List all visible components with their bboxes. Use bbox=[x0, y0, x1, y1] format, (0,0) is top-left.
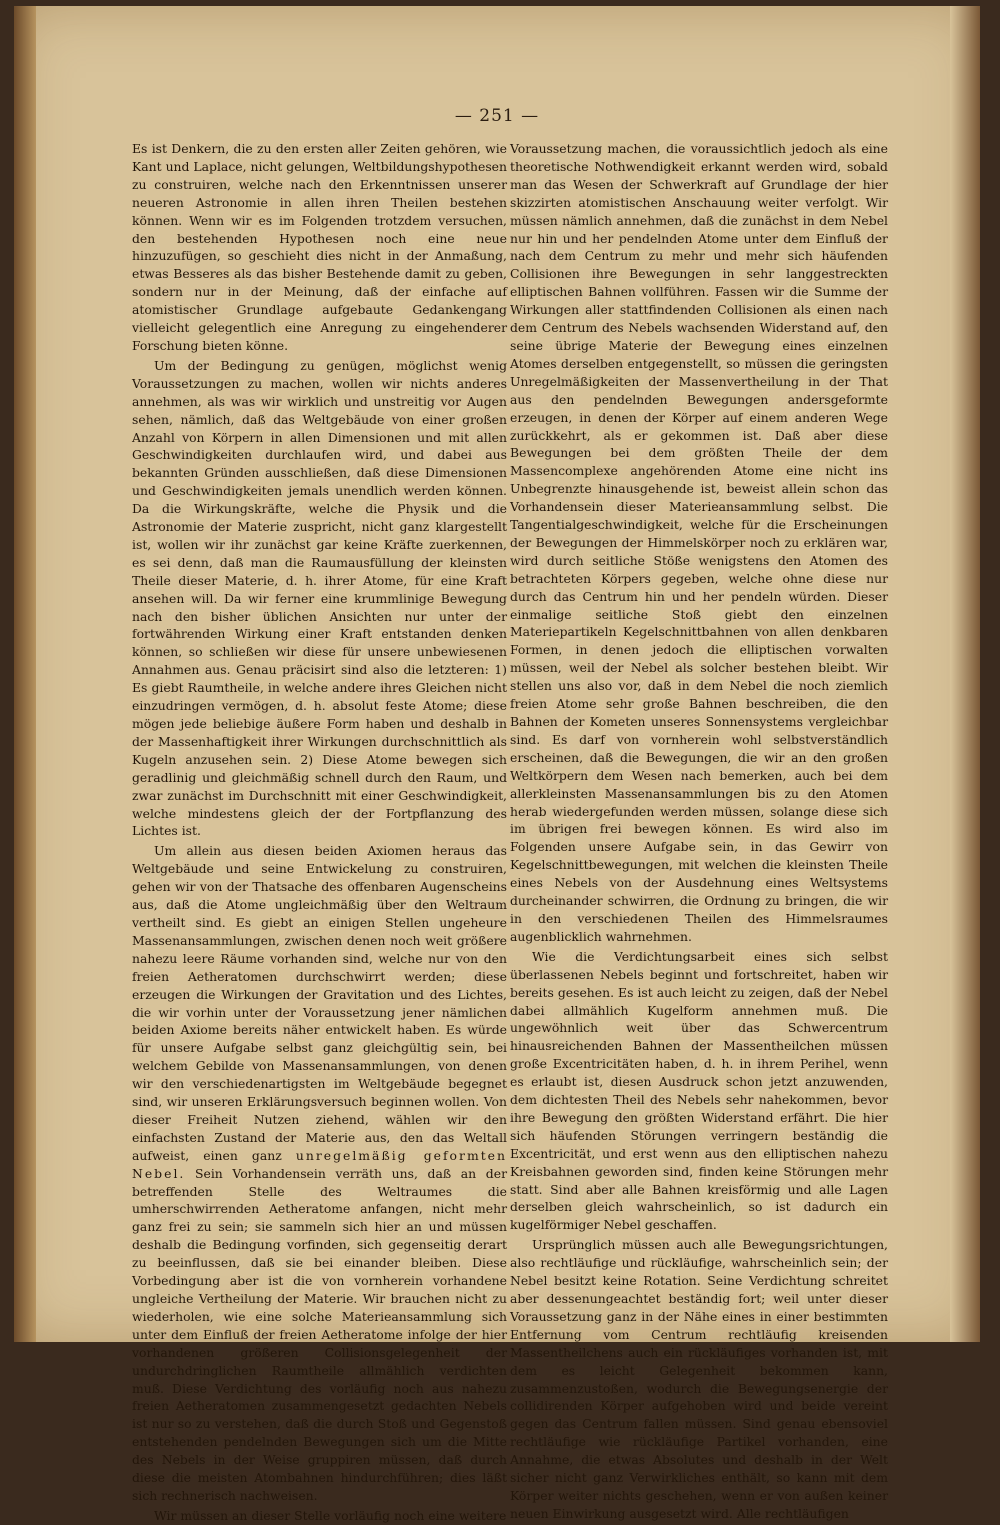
paragraph bbox=[132, 842, 507, 1505]
page-number: — 251 — bbox=[454, 106, 540, 126]
paragraph-text: Um allein aus diesen beiden Axiomen heraus das Weltgebäude und seine Entwickelung zu construiren, gehen wir von der Thatsache des offenbaren Augenscheins aus, daß die Atome ungleichmäßig über den Weltraum vertheilt sind. Es giebt an einigen Stellen ungeheure Massenansammlungen, zwischen denen noch weit größere nahezu leere Räume vorhanden sind, welche nur von den freien Aetheratomen durchschwirrt werden; diese erzeugen die Wirkungen der Gravitation und des Lichtes, die wir vorhin unter der Voraussetzung jener nämlichen beiden Axiome bereits näher entwickelt haben. Es würde für unsere Aufgabe selbst ganz gleichgültig sein, bei welchem Gebilde von Massenansammlungen, von denen wir den verschiedenartigsten im Weltgebäude begegnet sind, wir unseren Erklärungsversuch beginnen wollen. Von dieser Freiheit Nutzen ziehend, wählen wir den einfachsten Zustand der Materie aus, den das Weltall aufweist, einen ganz bbox=[132, 843, 507, 1163]
paragraph: Voraussetzung machen, die voraussichtlich jedoch als eine theoretische Nothwendigkeit erkannt werden wird, sobald man das Wesen der Schwerkraft auf Grundlage der hier skizzirten atomistischen Anschauung weiter verfolgt. Wir müssen nämlich annehmen, daß die zunächst in dem Nebel nur hin und her pendelnden Atome unter dem Einfluß der nach dem Centrum zu mehr und mehr sich häufenden Collisionen ihre Bewegungen in sehr langgestreckten elliptischen Bahnen vollführen. Fassen wir die Summe der Wirkungen aller stattfindenden Collisionen als einen nach dem Centrum des Nebels wachsenden Widerstand auf, den seine übrige Materie der Bewegung eines einzelnen Atomes derselben entgegenstellt, so müssen die geringsten Unregelmäßigkeiten der Massenvertheilung in der That aus den pendelnden Bewegungen andersgeformte erzeugen, in denen der Körper auf einem anderen Wege zurückkehrt, als er gekommen ist. Daß aber diese Bewegungen bei dem größten Theile der dem Massencomplexe angehörenden Atome eine nicht ins Unbegrenzte hinausgehende ist, beweist allein schon das Vorhandensein dieser Materieansammlung selbst. Die Tangentialgeschwindigkeit, welche für die Erscheinungen der Bewegungen der Himmelskörper noch zu erklären war, wird durch seitliche Stöße wenigstens den Atomen des betrachteten Körpers gegeben, welche ohne diese nur durch das Centrum hin und her pendeln würden. Dieser einmalige seitliche Stoß giebt den einzelnen Materiepartikeln Kegelschnittbahnen von allen denkbaren Formen, in denen jedoch die elliptischen vorwalten müssen, weil der Nebel als solcher bestehen bleibt. Wir stellen uns also vor, daß in dem Nebel die noch ziemlich freien Atome sehr große Bahnen beschreiben, die den Bahnen der Kometen unseres Sonnensystems vergleichbar sind. Es darf von vornherein wohl selbstverständlich erscheinen, daß die Bewegungen, die wir an den großen Weltkörpern dem Wesen nach bemerken, auch bei dem allerkleinsten Massenansammlungen bis zu den Atomen herab wiedergefunden werden müssen, solange diese sich im übrigen frei bewegen können. Es wird also im Folgenden unsere Aufgabe sein, in das Gewirr von Kegelschnittbewegungen, mit welchen die kleinsten Theile eines Nebels von der Ausdehnung eines Weltsystems durcheinander schwirren, die Ordnung zu bringen, die wir in den verschiedenen Theilen des Himmelsraumes augenblicklich wahrnehmen. bbox=[510, 141, 888, 944]
paragraph: Wir müssen an dieser Stelle vorläufig noch eine weitere bbox=[154, 1507, 507, 1523]
paragraph: Es ist Denkern, die zu den ersten aller Zeiten gehören, wie Kant und Laplace, nicht gelungen, Weltbildungshypothesen zu construiren, welche nach den Erkenntnissen unserer neueren Astronomie in allen ihren Theilen bestehen können. Wenn wir es im Folgenden trotzdem versuchen, den bestehenden Hypothesen noch eine neue hinzuzufügen, so geschieht dies nicht in der Anmaßung, etwas Besseres als das bisher Bestehende damit zu geben, sondern nur in der Meinung, daß der einfache auf atomistischer Grundlage aufgebaute Gedankengang vielleicht gelegentlich eine Anregung zu eingehenderer Forschung bieten könne. bbox=[132, 141, 507, 353]
text-column-left bbox=[132, 140, 507, 1525]
paragraph: Ursprünglich müssen auch alle Bewegungsrichtungen, also rechtläufige und rückläufige, wahrscheinlich sein; der Nebel besitzt keine Rotation. Seine Verdichtung schreitet aber dessenungeachtet beständig fort; weil unter dieser Voraussetzung ganz in der Nähe eines in einer bestimmten Entfernung vom Centrum rechtläufig kreisenden Massentheilchens auch ein rückläufiges vorhanden ist, mit dem es leicht Gelegenheit bekommen kann, zusammenzustoßen, wodurch die Bewegungsenergie der collidirenden Körper aufgehoben wird und beide vereint gegen das Centrum fallen müssen. Sind genau ebensoviel rechtläufige wie rückläufige Partikel vorhanden, eine Annahme, die etwas Absolutes und deshalb in der Welt sicher nicht ganz Verwirkliches enthält, so kann mit dem Körper weiter nichts geschehen, wenn er von außen keiner neuen Einwirkung ausgesetzt wird. Alle rechtläufigen bbox=[510, 1237, 888, 1521]
emphasized-text: unregelmäßig geformten Nebel. bbox=[132, 1147, 507, 1181]
page-binding bbox=[14, 6, 36, 1342]
book-page bbox=[14, 6, 980, 1523]
paragraph: Um der Bedingung zu genügen, möglichst wenig Voraussetzungen zu machen, wollen wir nichts anderes annehmen, als was wir wirklich und unstreitig vor Augen sehen, nämlich, daß das Weltgebäude von einer großen Anzahl von Körpern in allen Dimensionen und mit allen Geschwindigkeiten durchlaufen wird, und dabei aus bekannten Gründen ausschließen, daß diese Dimensionen und Geschwindigkeiten jemals unendlich werden können. Da die Wirkungskräfte, welche die Physik und die Astronomie der Materie zuspricht, nicht ganz klargestellt ist, wollen wir ihr zunächst gar keine Kräfte zuerkennen, es sei denn, daß man die Raumausfüllung der kleinsten Theile dieser Materie, d. h. ihrer Atome, für eine Kraft ansehen will. Da wir ferner eine krummlinige Bewegung nach den bisher üblichen Ansichten nur unter der fortwährenden Wirkung einer Kraft entstanden denken können, so schließen wir diese für unsere unbewiesenen Annahmen aus. Genau präcisirt sind also die letzteren: 1) Es giebt Raumtheile, in welche andere ihres Gleichen nicht einzudringen vermögen, d. h. absolut feste Atome; diese mögen jede beliebige äußere Form haben und deshalb in der Massenhaftigkeit ihrer Wirkungen durchschnittlich als Kugeln anzusehen sein. 2) Diese Atome bewegen sich geradlinig und gleichmäßig schnell durch den Raum, und zwar zunächst im Durchschnitt mit einer Geschwindigkeit, welche mindestens gleich der der Fortpflanzung des Lichtes ist. bbox=[132, 357, 507, 839]
page-edge bbox=[950, 6, 980, 1342]
text-column-right bbox=[510, 140, 888, 1523]
paragraph: Wie die Verdichtungsarbeit eines sich selbst überlassenen Nebels beginnt und fortschreitet, haben wir bereits gesehen. Es ist auch leicht zu zeigen, daß der Nebel dabei allmählich Kugelform annehmen muß. Die ungewöhnlich weit über das Schwercentrum hinausreichenden Bahnen der Massentheilchen müssen große Excentricitäten haben, d. h. in ihrem Perihel, wenn es erlaubt ist, diesen Ausdruck schon jetzt anzuwenden, dem dichtesten Theil des Nebels sehr nahekommen, bevor ihre Bewegung den größten Widerstand erfährt. Die hier sich häufenden Störungen verringern beständig die Excentricität, und erst wenn aus den elliptischen nahezu Kreisbahnen geworden sind, finden keine Störungen mehr statt. Sind aber alle Bahnen kreisförmig und alle Lagen derselben gleich wahrscheinlich, so ist dadurch ein kugelförmiger Nebel geschaffen. bbox=[510, 948, 888, 1233]
paragraph-text: Sein Vorhandensein verräth uns, daß an der betreffenden Stelle des Weltraumes die umherschwirrenden Aetheratome anfangen, nicht mehr ganz frei zu sein; sie sammeln sich hier an und müssen deshalb die Bedingung vorfinden, sich gegenseitig derart zu beeinflussen, daß sie bei einander bleiben. Diese Vorbedingung aber ist die von vornherein vorhandene ungleiche Vertheilung der Materie. Wir brauchen nicht zu wiederholen, wie eine solche Materieansammlung sich unter dem Einfluß der freien Aetheratome infolge der hier vorhandenen größeren Collisionsgelegenheit der undurchdringlichen Raumtheile allmählich verdichten muß. Diese Verdichtung des vorläufig noch aus nahezu freien Aetheratomen zusammengesetzt gedachten Nebels ist nur so zu verstehen, daß die durch Stoß und Gegenstoß entstehenden pendelnden Bewegungen sich um die Mitte des Nebels in der Weise gruppiren müssen, daß durch diese die meisten Atombahnen hindurchführen; dies läßt sich rechnerisch nachweisen. bbox=[132, 1165, 507, 1503]
